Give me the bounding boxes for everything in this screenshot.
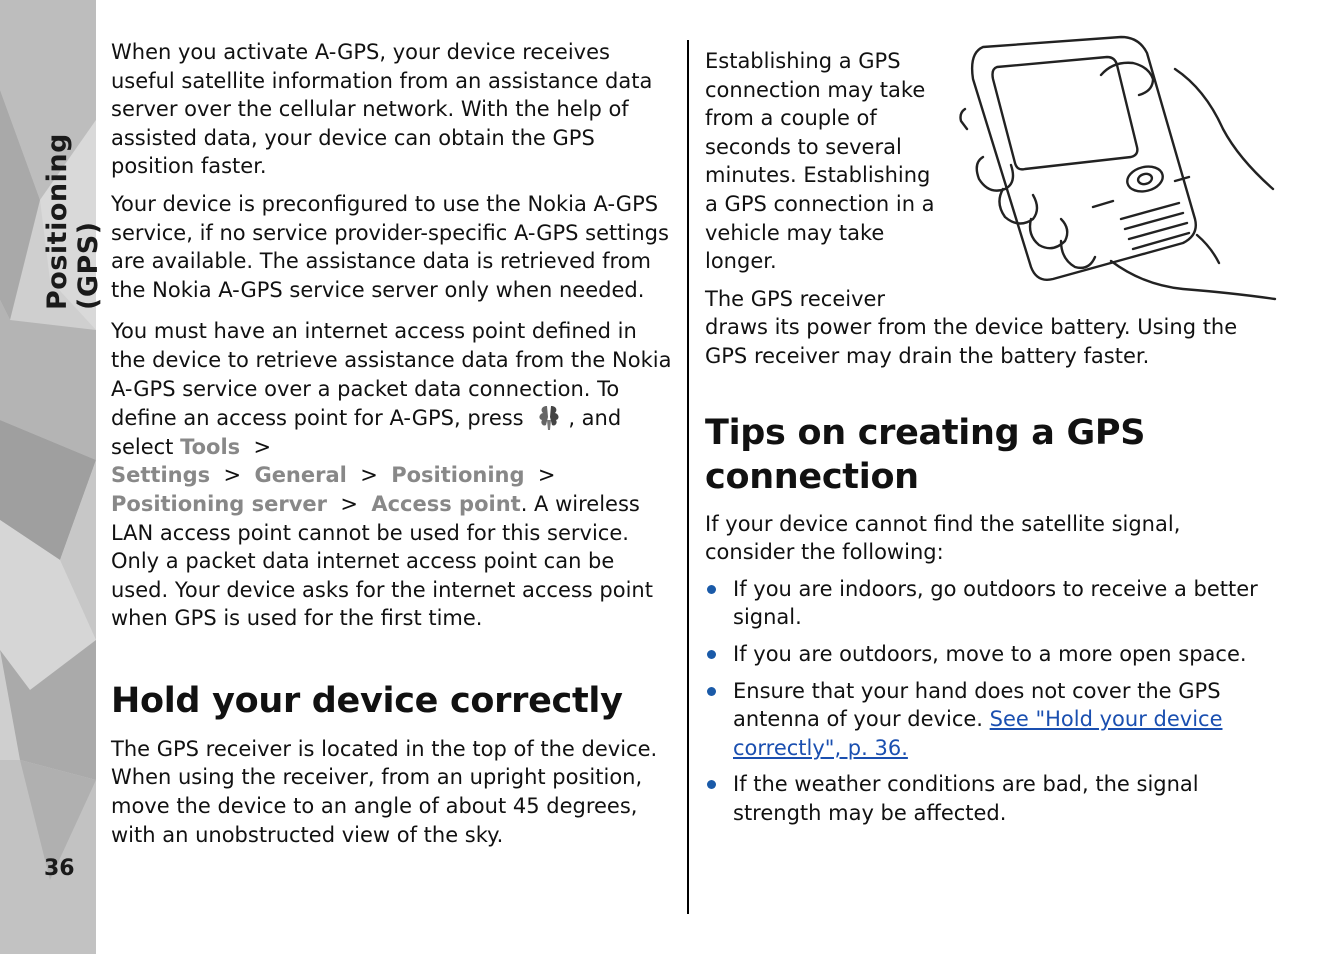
text: , and select (111, 406, 622, 459)
cross-reference-link[interactable]: See "Hold your device correctly", p. 36. (733, 707, 1223, 760)
paragraph: Establishing a GPS connection may take from a couple of seconds to several minutes. Establishing a GPS connection in a vehicle may take longer. (705, 49, 935, 274)
nav-separator: > (360, 463, 378, 488)
menu-key-icon (534, 403, 564, 431)
page-number: 36 (44, 856, 75, 881)
paragraph: The GPS receiver is located in the top of the device. When using the receiver, from an upright position, move the device to an angle of about 45 degrees, with an unobstructed view of the sky. (111, 736, 658, 847)
tips-list (705, 575, 1270, 828)
bullet-icon (707, 650, 716, 659)
list-item (705, 770, 1270, 827)
text: . A wireless LAN access point cannot be used for this service. Only a packet data internet access point can be used. Your device asks for the internet access point when GPS is used for the first time. (111, 491, 653, 631)
bullet-icon (707, 687, 716, 696)
nav-access-point: Access point (371, 491, 521, 516)
list-item (705, 677, 1270, 763)
text: If you are outdoors, move to a more open space. (733, 641, 1247, 666)
phone-in-hand-illustration (943, 39, 1278, 311)
text: Ensure that your hand does not cover the GPS antenna of your device. (733, 678, 1221, 732)
nav-positioning: Positioning (391, 463, 525, 488)
left-column (111, 38, 677, 849)
paragraph: The GPS receiver draws its power from the device battery. Using the GPS receiver may drain the battery faster. (705, 286, 1238, 368)
nav-positioning-server: Positioning server (111, 491, 328, 516)
bullet-icon (707, 585, 716, 594)
text: If you are indoors, go outdoors to receive a better signal. (733, 576, 1258, 630)
heading-tips: Tips on creating a GPS connection (705, 412, 1146, 497)
section-title: Positioning (GPS) (42, 133, 104, 310)
nav-separator: > (253, 434, 272, 459)
heading-hold-device: Hold your device correctly (111, 680, 623, 721)
right-column (705, 47, 1270, 835)
paragraph: If your device cannot find the satellite signal, consider the following: (705, 511, 1181, 565)
paragraph: When you activate A-GPS, your device receives useful satellite information from an assistance data server over the cellular network. With the help of assisted data, your device can obtain the GPS position faster. (111, 40, 653, 179)
nav-settings: Settings (111, 463, 211, 488)
side-band (0, 0, 104, 954)
nav-separator: > (223, 463, 242, 488)
column-divider (687, 40, 689, 914)
bullet-icon (707, 780, 716, 789)
nav-separator: > (340, 491, 358, 516)
list-item (705, 640, 1270, 669)
nav-separator: > (537, 463, 556, 488)
paragraph: Your device is preconfigured to use the Nokia A-GPS service, if no service provider-specific A-GPS settings are available. The assistance data is retrieved from the Nokia A-GPS service server only when needed. (111, 191, 669, 302)
list-item (705, 575, 1270, 632)
nav-tools: Tools (180, 434, 241, 459)
nav-general: General (254, 463, 347, 488)
text: You must have an internet access point defined in the device to retrieve assistance data from the Nokia A-GPS service over a packet data connection. To define an access point for A-GPS, press (111, 319, 672, 431)
paragraph (111, 317, 677, 633)
text: If the weather conditions are bad, the signal strength may be affected. (733, 772, 1199, 825)
